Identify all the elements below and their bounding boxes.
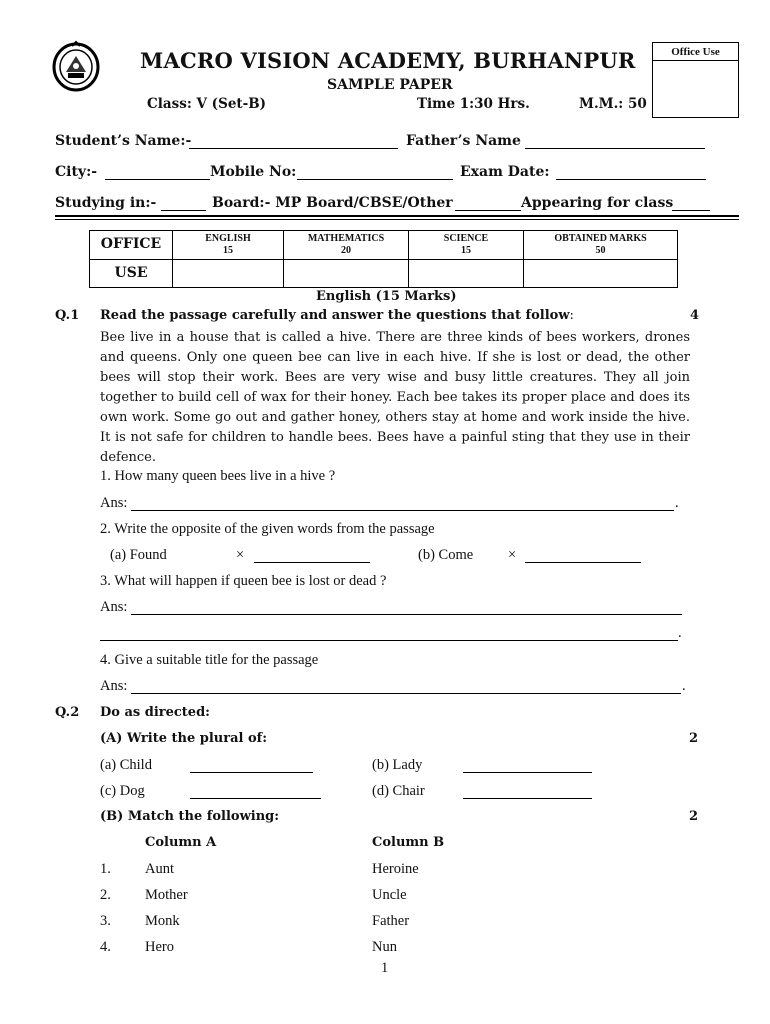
match-column-a-item: Monk bbox=[145, 913, 180, 929]
school-name: MACRO VISION ACADEMY, BURHANPUR bbox=[140, 48, 636, 73]
q2-part-a-marks: 2 bbox=[689, 731, 699, 746]
answer-line-3a[interactable] bbox=[131, 614, 682, 615]
q2-part-a: (A) Write the plural of: bbox=[100, 731, 268, 746]
marks-header-obtained: OBTAINED MARKS 50 bbox=[524, 231, 678, 260]
student-name-label: Student’s Name:- bbox=[55, 133, 192, 149]
office-marks-table bbox=[89, 230, 678, 288]
ans-label-4: Ans: bbox=[100, 678, 128, 694]
city-field[interactable] bbox=[105, 179, 210, 180]
plural-child: (a) Child bbox=[100, 757, 152, 773]
school-crest-icon bbox=[52, 40, 100, 92]
ans-label-1: Ans: bbox=[100, 495, 128, 511]
match-row-number: 2. bbox=[100, 887, 111, 903]
reading-passage: Bee live in a house that is called a hive. There are three kinds of bees workers, drones and queens. Only one queen bee can live in each hive. If she is lost or dead, the other bees will stop their work. Bees are very wise and busy little creatures. They all join together to build cell of wax for their honey. Each bee takes its proper place and does its own work. Some go out and gather honey, others stay at home and work inside the hive. It is not safe for children to handle bees. Bees have a painful sting that they use in their defence. bbox=[100, 330, 690, 465]
plural-dog-field[interactable] bbox=[190, 798, 321, 799]
studying-in-field[interactable] bbox=[161, 210, 206, 211]
board-label: Board:- MP Board/CBSE/Other bbox=[212, 195, 453, 211]
marks-header-english: ENGLISH 15 bbox=[173, 231, 284, 260]
father-name-field[interactable] bbox=[525, 148, 705, 149]
obtained-marks-cell[interactable] bbox=[524, 260, 678, 288]
ans-label-3: Ans: bbox=[100, 599, 128, 615]
exam-date-label: Exam Date: bbox=[460, 164, 550, 180]
match-row-number: 1. bbox=[100, 861, 111, 877]
office-use-label: Office Use bbox=[671, 46, 720, 58]
q1-marks: 4 bbox=[690, 308, 700, 323]
q1-sub1: 1. How many queen bees live in a hive ? bbox=[100, 468, 336, 484]
studying-in-label: Studying in:- bbox=[55, 195, 157, 211]
marks-header-science: SCIENCE 15 bbox=[409, 231, 524, 260]
opposite-a-field[interactable] bbox=[254, 562, 370, 563]
office-use-box bbox=[652, 42, 739, 118]
match-column-b-item: Nun bbox=[372, 939, 397, 955]
match-column-a-item: Hero bbox=[145, 939, 174, 955]
match-row-number: 4. bbox=[100, 939, 111, 955]
appearing-field[interactable] bbox=[672, 210, 710, 211]
use-label: USE bbox=[90, 260, 173, 288]
max-marks-label: M.M.: 50 bbox=[579, 96, 647, 112]
exam-date-field[interactable] bbox=[556, 179, 706, 180]
q2-title: Do as directed: bbox=[100, 705, 210, 720]
match-column-b-item: Heroine bbox=[372, 861, 419, 877]
father-name-label: Father’s Name bbox=[406, 133, 521, 149]
english-marks-cell[interactable] bbox=[173, 260, 284, 288]
plural-child-field[interactable] bbox=[190, 772, 313, 773]
q1-number: Q.1 bbox=[55, 308, 80, 323]
answer-line-1[interactable] bbox=[131, 510, 674, 511]
q2-number: Q.2 bbox=[55, 705, 80, 720]
time-label: Time 1:30 Hrs. bbox=[417, 96, 530, 112]
q1-instruction: Read the passage carefully and answer the questions that follow bbox=[100, 308, 570, 323]
opposite-b-field[interactable] bbox=[525, 562, 641, 563]
column-a-header: Column A bbox=[145, 835, 217, 850]
match-column-a-item: Aunt bbox=[145, 861, 174, 877]
cross-a: × bbox=[236, 547, 245, 563]
q1-sub3: 3. What will happen if queen bee is lost or dead ? bbox=[100, 573, 387, 589]
cross-b: × bbox=[508, 547, 517, 563]
paper-type: SAMPLE PAPER bbox=[327, 77, 453, 93]
class-label: Class: V (Set-B) bbox=[147, 96, 267, 112]
page-number: 1 bbox=[381, 960, 389, 976]
mobile-label: Mobile No: bbox=[210, 164, 297, 180]
opposite-b: (b) Come bbox=[418, 547, 474, 563]
q2-part-b: (B) Match the following: bbox=[100, 809, 280, 824]
match-column-a-item: Mother bbox=[145, 887, 188, 903]
match-column-b-item: Father bbox=[372, 913, 410, 929]
plural-lady: (b) Lady bbox=[372, 757, 423, 773]
student-name-field[interactable] bbox=[189, 148, 398, 149]
plural-chair: (d) Chair bbox=[372, 783, 425, 799]
plural-chair-field[interactable] bbox=[463, 798, 592, 799]
section-title: English (15 Marks) bbox=[316, 289, 457, 304]
match-column-b-item: Uncle bbox=[372, 887, 407, 903]
mobile-field[interactable] bbox=[297, 179, 453, 180]
q2-part-b-marks: 2 bbox=[689, 809, 699, 824]
opposite-a: (a) Found bbox=[110, 547, 167, 563]
answer-line-4[interactable] bbox=[131, 693, 681, 694]
match-row-number: 3. bbox=[100, 913, 111, 929]
appearing-label: Appearing for class bbox=[521, 195, 674, 211]
office-label: OFFICE bbox=[90, 231, 173, 260]
science-marks-cell[interactable] bbox=[409, 260, 524, 288]
column-b-header: Column B bbox=[372, 835, 445, 850]
marks-header-mathematics: MATHEMATICS 20 bbox=[284, 231, 409, 260]
board-other-field[interactable] bbox=[455, 210, 521, 211]
mathematics-marks-cell[interactable] bbox=[284, 260, 409, 288]
plural-dog: (c) Dog bbox=[100, 783, 145, 799]
plural-lady-field[interactable] bbox=[463, 772, 592, 773]
q1-sub4: 4. Give a suitable title for the passage bbox=[100, 652, 319, 668]
city-label: City:- bbox=[55, 164, 98, 180]
q1-sub2: 2. Write the opposite of the given words from the passage bbox=[100, 521, 435, 537]
answer-line-3b[interactable] bbox=[100, 640, 678, 641]
